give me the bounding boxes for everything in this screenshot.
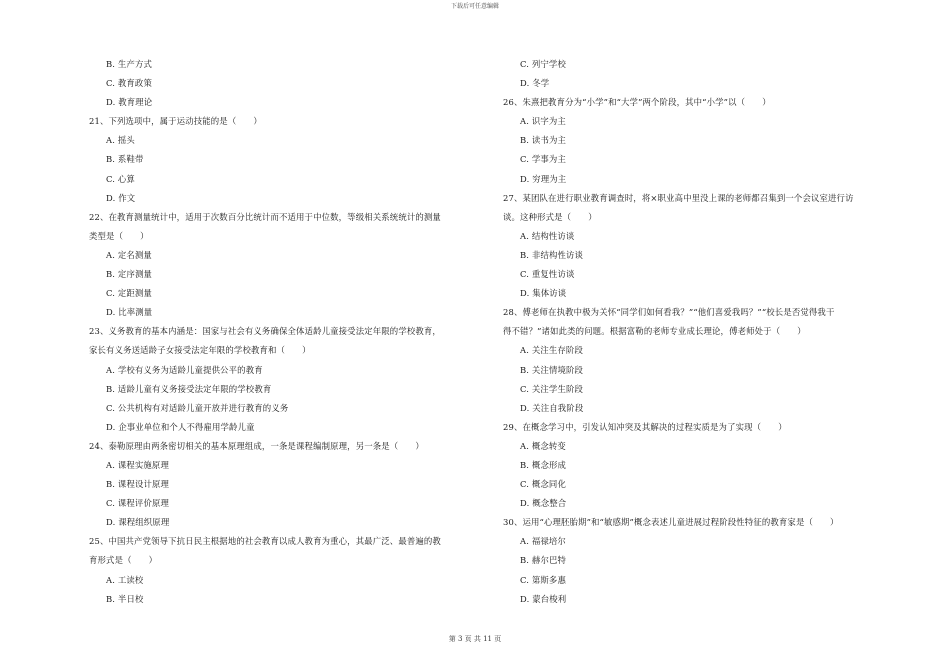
answer-option: C. 学事为主 xyxy=(520,154,566,165)
answer-option: C. 定距测量 xyxy=(106,288,152,299)
page-header: 下载后可任意编辑 xyxy=(450,3,499,10)
answer-option: D. 比率测量 xyxy=(106,307,153,318)
question-text: 21、下列选项中，属于运动技能的是（ ） xyxy=(89,116,262,127)
question-text: 育形式是（ ） xyxy=(89,555,158,566)
answer-option: B. 非结构性访谈 xyxy=(520,249,584,260)
answer-option: A. 工读校 xyxy=(106,574,144,585)
answer-option: B. 半日校 xyxy=(106,593,144,604)
answer-option: D. 关注自我阶段 xyxy=(520,402,584,413)
answer-option: B. 概念形成 xyxy=(520,459,567,470)
answer-option: D. 概念整合 xyxy=(520,498,567,509)
page-footer: 第 3 页 共 11 页 xyxy=(448,635,502,643)
answer-option: B. 关注情境阶段 xyxy=(520,364,584,375)
question-text: 27、某团队在进行职业教育调查时，将×职业高中里没上课的老师都召集到一个会议室进行访 xyxy=(503,192,854,203)
question-text: 23、义务教育的基本内涵是：国家与社会有义务确保全体适龄儿童接受法定年限的学校教育， xyxy=(89,326,441,337)
answer-option: C. 第斯多惠 xyxy=(520,574,566,585)
question-text: 29、在概念学习中，引发认知冲突及其解决的过程实质是为了实现（ ） xyxy=(503,421,787,432)
answer-option: A. 识字为主 xyxy=(520,116,566,127)
answer-option: D. 穷理为主 xyxy=(520,173,567,184)
answer-option: A. 概念转变 xyxy=(520,440,566,451)
answer-option: A. 结构性访谈 xyxy=(520,230,575,241)
answer-option: D. 课程组织原理 xyxy=(106,517,170,528)
answer-option: C. 重复性访谈 xyxy=(520,269,575,280)
answer-option: C. 课程评价原理 xyxy=(106,498,170,509)
answer-option: C. 列宁学校 xyxy=(520,59,566,69)
answer-option: D. 企事业单位和个人不得雇用学龄儿童 xyxy=(106,421,255,432)
answer-option: B. 系鞋带 xyxy=(106,154,144,165)
answer-option: A. 摇头 xyxy=(106,135,135,146)
answer-option: C. 教育政策 xyxy=(106,78,152,89)
answer-option: D. 蒙台梭利 xyxy=(520,593,567,604)
answer-option: A. 学校有义务为适龄儿童提供公平的教育 xyxy=(106,364,263,375)
question-text: 谈。这种形式是（ ） xyxy=(503,211,597,222)
answer-option: B. 定序测量 xyxy=(106,269,153,280)
answer-option: D. 教育理论 xyxy=(106,97,153,108)
answer-option: D. 集体访谈 xyxy=(520,288,567,299)
answer-option: B. 赫尔巴特 xyxy=(520,555,567,566)
answer-option: A. 课程实施原理 xyxy=(106,459,169,470)
question-text: 24、泰勒原理由两条密切相关的基本原理组成，一条是课程编制原理，另一条是（ ） xyxy=(89,440,424,451)
answer-option: C. 公共机构有对适龄儿童开放并进行教育的义务 xyxy=(106,402,289,413)
answer-option: A. 关注生存阶段 xyxy=(520,345,583,356)
left-column xyxy=(89,55,494,609)
answer-option: B. 生产方式 xyxy=(106,59,153,69)
question-text: 25、中国共产党领导下抗日民主根据地的社会教育以成人教育为重心，其最广泛、最普遍的教 xyxy=(89,536,441,547)
question-text: 类型是（ ） xyxy=(89,230,149,241)
answer-option: A. 福禄培尔 xyxy=(520,536,566,547)
answer-option: A. 定名测量 xyxy=(106,249,152,260)
answer-option: C. 概念同化 xyxy=(520,479,566,490)
question-text: 28、傅老师在执教中极为关怀“同学们如何看我？”“他们喜爱我吗？”“校长是否觉得我干 xyxy=(503,307,835,318)
answer-option: D. 作文 xyxy=(106,192,136,203)
answer-option: C. 关注学生阶段 xyxy=(520,383,584,394)
answer-option: B. 适龄儿童有义务接受法定年限的学校教育 xyxy=(106,383,272,394)
question-text: 家长有义务送适龄子女接受法定年限的学校教育和（ ） xyxy=(89,345,311,356)
question-text: 30、运用“心理胚胎期”和“敏感期”概念表述儿童进展过程阶段性特征的教育家是（ ） xyxy=(503,517,839,528)
question-text: 22、在教育测量统计中，适用于次数百分比统计而不适用于中位数，等级相关系统统计的测量 xyxy=(89,211,441,222)
answer-option: D. 冬学 xyxy=(520,78,550,89)
answer-option: B. 读书为主 xyxy=(520,135,567,146)
question-text: 得不错？”诸如此类的问题。根据富勒的老师专业成长理论，傅老师处于（ ） xyxy=(503,326,806,337)
answer-option: B. 课程设计原理 xyxy=(106,479,170,490)
question-text: 26、朱熹把教育分为“小学”和“大学”两个阶段，其中“小学”以（ ） xyxy=(503,97,771,108)
right-column xyxy=(503,55,913,609)
answer-option: C. 心算 xyxy=(106,173,135,184)
